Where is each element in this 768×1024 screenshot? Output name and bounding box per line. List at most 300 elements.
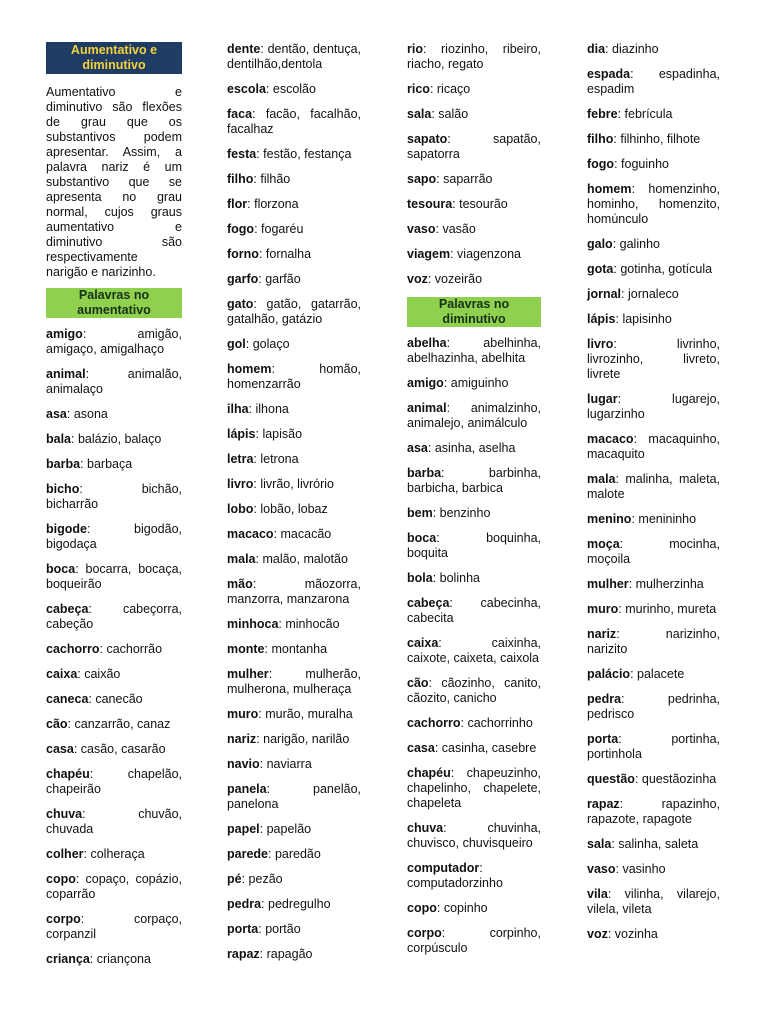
- word-entry: [407, 82, 541, 97]
- entry-forms: abelhinha, abelhazinha, abelhita: [407, 336, 541, 365]
- entry-word: macaco: [587, 432, 634, 446]
- column-4: [587, 42, 720, 952]
- entry-word: cachorro: [46, 642, 100, 656]
- entry-forms: casão, casarão: [80, 742, 166, 756]
- entry-forms: macaquinho, macaquito: [587, 432, 720, 461]
- entry-word: caixa: [46, 667, 78, 681]
- entry-separator: :: [427, 272, 435, 286]
- entry-word: asa: [46, 407, 67, 421]
- entry-word: parede: [227, 847, 268, 861]
- entry-word: caneca: [46, 692, 89, 706]
- word-entry: [227, 707, 361, 722]
- word-entry: [407, 716, 541, 731]
- entry-forms: sapatão, sapatorra: [407, 132, 541, 161]
- word-entry: [407, 766, 541, 811]
- word-entry: [227, 667, 361, 697]
- entry-word: panela: [227, 782, 267, 796]
- entry-forms: pedregulho: [268, 897, 331, 911]
- word-entry: [46, 847, 182, 862]
- entry-forms: cabecinha, cabecita: [407, 596, 541, 625]
- word-entry: [587, 157, 720, 172]
- word-entry: [587, 132, 720, 147]
- entry-forms: corpaço, corpanzil: [46, 912, 182, 941]
- entry-forms: vasão: [442, 222, 476, 236]
- word-entry: [587, 182, 720, 227]
- entry-word: chapéu: [46, 767, 90, 781]
- entry-separator: :: [256, 732, 264, 746]
- entry-word: amigo: [407, 376, 444, 390]
- entry-word: forno: [227, 247, 259, 261]
- entry-word: criança: [46, 952, 90, 966]
- entry-forms: dentão, dentuça, dentilhão,dentola: [227, 42, 361, 71]
- word-entry: [227, 337, 361, 352]
- entry-word: porta: [227, 922, 259, 936]
- entry-separator: :: [264, 642, 272, 656]
- entry-forms: ricaço: [436, 82, 471, 96]
- entry-forms: portinha, portinhola: [587, 732, 720, 761]
- entry-separator: :: [450, 247, 458, 261]
- entry-forms: animalzinho, animalejo, animálculo: [407, 401, 541, 430]
- entry-word: galo: [587, 237, 613, 251]
- entry-forms: cãozinho, canito, cãozito, canicho: [407, 676, 541, 705]
- word-entry: [227, 872, 361, 887]
- entry-separator: :: [252, 577, 305, 591]
- entry-separator: :: [460, 716, 468, 730]
- entry-forms: animalão, animalaço: [46, 367, 182, 396]
- entry-forms: cachorrinho: [467, 716, 533, 730]
- entry-separator: :: [88, 602, 123, 616]
- entry-separator: :: [617, 392, 673, 406]
- entry-forms: pezão: [248, 872, 283, 886]
- entry-separator: :: [436, 901, 444, 915]
- entry-separator: :: [265, 82, 273, 96]
- entry-word: rio: [407, 42, 423, 56]
- entry-word: minhoca: [227, 617, 279, 631]
- entry-forms: narigão, narilão: [263, 732, 350, 746]
- entry-separator: :: [438, 636, 492, 650]
- entry-forms: benzinho: [439, 506, 491, 520]
- word-entry: [227, 172, 361, 187]
- word-entry: [407, 741, 541, 756]
- word-entry: [407, 596, 541, 626]
- entry-separator: :: [634, 772, 642, 786]
- entry-word: pedra: [587, 692, 622, 706]
- entry-forms: febrícula: [624, 107, 673, 121]
- entry-forms: bigodão, bigodaça: [46, 522, 182, 551]
- entry-word: boca: [46, 562, 76, 576]
- entry-word: vaso: [587, 862, 616, 876]
- word-entry: [587, 512, 720, 527]
- word-entry: [227, 107, 361, 137]
- word-entry: [46, 367, 182, 397]
- entry-forms: garfão: [265, 272, 301, 286]
- entry-separator: :: [450, 766, 467, 780]
- word-entry: [587, 887, 720, 917]
- entry-forms: gatão, gatarrão, gatalhão, gatázio: [227, 297, 361, 326]
- entry-forms: malinha, maleta, malote: [587, 472, 721, 501]
- word-entry: [227, 362, 361, 392]
- word-entry: [227, 847, 361, 862]
- entry-separator: :: [447, 132, 494, 146]
- word-entry: [227, 527, 361, 542]
- word-entry: [407, 172, 541, 187]
- word-entry: [407, 247, 541, 262]
- entry-separator: :: [432, 506, 440, 520]
- word-entry: [227, 222, 361, 237]
- section-heading-diminutivo: Palavras no diminutivo: [407, 297, 541, 327]
- entry-forms: menininho: [638, 512, 697, 526]
- entry-separator: :: [434, 741, 442, 755]
- entry-forms: facão, facalhão, facalhaz: [227, 107, 361, 136]
- entry-forms: chapeuzinho, chapelinho, chapelete, chapeleta: [407, 766, 541, 810]
- word-entry: [407, 636, 541, 666]
- entry-separator: :: [613, 337, 677, 351]
- entry-forms: murão, muralha: [265, 707, 353, 721]
- entry-word: bigode: [46, 522, 87, 536]
- word-entry: [407, 42, 541, 72]
- entry-separator: :: [631, 182, 649, 196]
- entry-word: lápis: [227, 427, 256, 441]
- entry-forms: salinha, saleta: [618, 837, 699, 851]
- diminutivo-list-1: [407, 336, 541, 956]
- entry-separator: :: [247, 197, 255, 211]
- entry-separator: :: [479, 861, 483, 875]
- word-entry: [227, 452, 361, 467]
- entry-separator: :: [258, 922, 266, 936]
- entry-word: casa: [46, 742, 74, 756]
- word-entry: [587, 537, 720, 567]
- entry-word: copo: [46, 872, 76, 886]
- entry-separator: :: [428, 676, 442, 690]
- entry-word: corpo: [46, 912, 81, 926]
- entry-word: homem: [227, 362, 272, 376]
- entry-separator: :: [248, 402, 256, 416]
- entry-forms: canecão: [95, 692, 143, 706]
- entry-word: muro: [587, 602, 619, 616]
- entry-word: espada: [587, 67, 631, 81]
- word-entry: [587, 627, 720, 657]
- entry-forms: lugarejo, lugarzinho: [587, 392, 720, 421]
- entry-separator: :: [86, 522, 135, 536]
- entry-word: livro: [227, 477, 254, 491]
- entry-forms: lapisão: [262, 427, 303, 441]
- entry-separator: :: [443, 821, 488, 835]
- entry-forms: homão, homenzarrão: [227, 362, 361, 391]
- entry-separator: :: [66, 407, 74, 421]
- entry-word: chuva: [407, 821, 444, 835]
- word-entry: [407, 107, 541, 122]
- entry-word: computador: [407, 861, 480, 875]
- word-entry: [587, 927, 720, 942]
- column-2: [227, 42, 361, 972]
- entry-separator: :: [256, 147, 264, 161]
- entry-separator: :: [436, 172, 444, 186]
- entry-separator: :: [89, 952, 97, 966]
- word-entry: [407, 571, 541, 586]
- entry-separator: :: [435, 222, 443, 236]
- entry-word: mão: [227, 577, 253, 591]
- entry-forms: rapagão: [266, 947, 313, 961]
- word-entry: [46, 457, 182, 472]
- word-entry: [587, 107, 720, 122]
- entry-forms: letrona: [260, 452, 299, 466]
- entry-separator: :: [615, 472, 626, 486]
- word-entry: [46, 667, 182, 682]
- entry-word: letra: [227, 452, 254, 466]
- word-entry: [407, 197, 541, 212]
- entry-separator: :: [255, 427, 263, 441]
- entry-forms: barbaça: [87, 457, 133, 471]
- entry-separator: :: [611, 837, 619, 851]
- entry-forms: livrinho, livrozinho, livreto, livrete: [587, 337, 720, 381]
- page-title: Aumentativo e diminutivo: [46, 42, 182, 74]
- entry-separator: :: [619, 797, 662, 811]
- entry-separator: :: [245, 337, 253, 351]
- word-entry: [407, 376, 541, 391]
- entry-word: bala: [46, 432, 72, 446]
- entry-forms: criançona: [96, 952, 151, 966]
- word-entry: [587, 772, 720, 787]
- word-entry: [46, 562, 182, 592]
- entry-word: cabeça: [46, 602, 89, 616]
- word-entry: [407, 401, 541, 431]
- word-entry: [227, 402, 361, 417]
- entry-forms: viagenzona: [457, 247, 521, 261]
- entry-word: ilha: [227, 402, 249, 416]
- entry-forms: rapazinho, rapazote, rapagote: [587, 797, 720, 826]
- entry-separator: :: [253, 172, 261, 186]
- word-entry: [46, 952, 182, 967]
- entry-separator: :: [631, 512, 639, 526]
- entry-separator: :: [259, 947, 267, 961]
- entry-separator: :: [77, 667, 85, 681]
- entry-word: fogo: [227, 222, 255, 236]
- entry-word: lobo: [227, 502, 254, 516]
- entry-word: bicho: [46, 482, 80, 496]
- entry-forms: florzona: [254, 197, 299, 211]
- entry-word: lugar: [587, 392, 618, 406]
- entry-separator: :: [258, 247, 266, 261]
- entry-word: palácio: [587, 667, 631, 681]
- entry-separator: :: [436, 531, 487, 545]
- word-entry: [46, 602, 182, 632]
- entry-forms: paredão: [274, 847, 321, 861]
- entry-word: gato: [227, 297, 254, 311]
- section-heading-aumentativo: Palavras no aumentativo: [46, 288, 182, 318]
- word-entry: [587, 67, 720, 97]
- word-entry: [587, 337, 720, 382]
- entry-word: cabeça: [407, 596, 450, 610]
- entry-word: rapaz: [587, 797, 620, 811]
- entry-forms: gotinha, gotícula: [620, 262, 713, 276]
- entry-separator: :: [268, 847, 275, 861]
- word-entry: [587, 862, 720, 877]
- entry-separator: :: [431, 107, 439, 121]
- entry-separator: :: [630, 667, 638, 681]
- entry-word: caixa: [407, 636, 439, 650]
- word-entry: [227, 247, 361, 262]
- entry-word: lápis: [587, 312, 616, 326]
- entry-separator: :: [278, 617, 286, 631]
- word-entry: [407, 336, 541, 366]
- entry-word: flor: [227, 197, 248, 211]
- entry-separator: :: [449, 596, 481, 610]
- word-entry: [227, 947, 361, 962]
- entry-word: gol: [227, 337, 246, 351]
- entry-word: monte: [227, 642, 265, 656]
- entry-forms: computadorzinho: [407, 876, 503, 890]
- word-entry: [227, 82, 361, 97]
- entry-word: papel: [227, 822, 260, 836]
- entry-separator: :: [259, 757, 267, 771]
- word-entry: [227, 642, 361, 657]
- word-entry: [46, 692, 182, 707]
- column-3: [407, 42, 541, 966]
- entry-forms: mulherzinha: [635, 577, 704, 591]
- word-entry: [407, 222, 541, 237]
- word-entry: [227, 477, 361, 492]
- entry-forms: homenzinho, hominho, homenzito, homúnculo: [587, 182, 720, 226]
- entry-word: sapato: [407, 132, 448, 146]
- entry-separator: :: [630, 67, 659, 81]
- entry-word: rapaz: [227, 947, 260, 961]
- entry-forms: salão: [438, 107, 469, 121]
- entry-separator: :: [613, 132, 621, 146]
- word-entry: [407, 821, 541, 851]
- word-entry: [46, 482, 182, 512]
- entry-word: abelha: [407, 336, 447, 350]
- entry-forms: amigão, amigaço, amigalhaço: [46, 327, 182, 356]
- word-entry: [407, 531, 541, 561]
- entry-separator: :: [258, 272, 266, 286]
- entry-forms: lapisinho: [622, 312, 672, 326]
- entry-separator: :: [443, 376, 451, 390]
- entry-forms: mocinha, moçoila: [587, 537, 720, 566]
- word-entry: [46, 742, 182, 757]
- entry-separator: :: [261, 897, 268, 911]
- word-entry: [227, 147, 361, 162]
- entry-word: chapéu: [407, 766, 451, 780]
- entry-separator: :: [633, 432, 649, 446]
- entry-word: casa: [407, 741, 435, 755]
- entry-word: sala: [407, 107, 432, 121]
- word-entry: [227, 757, 361, 772]
- entry-separator: :: [88, 692, 96, 706]
- word-entry: [587, 472, 720, 502]
- entry-forms: chapelão, chapeirão: [46, 767, 182, 796]
- entry-forms: bocarra, bocaça, boqueirão: [46, 562, 182, 591]
- entry-forms: bolinha: [439, 571, 480, 585]
- entry-forms: fogaréu: [261, 222, 304, 236]
- word-entry: [407, 272, 541, 287]
- entry-word: macaco: [227, 527, 274, 541]
- entry-word: livro: [587, 337, 614, 351]
- entry-separator: :: [616, 627, 666, 641]
- entry-separator: :: [621, 692, 668, 706]
- entry-word: vila: [587, 887, 608, 901]
- entry-forms: fornalha: [265, 247, 312, 261]
- entry-separator: :: [259, 822, 267, 836]
- entry-word: questão: [587, 772, 635, 786]
- word-entry: [587, 732, 720, 762]
- entry-separator: :: [605, 42, 613, 56]
- word-entry: [407, 506, 541, 521]
- entry-separator: :: [266, 782, 314, 796]
- entry-forms: copaço, copázio, coparrão: [46, 872, 182, 901]
- entry-separator: :: [628, 577, 636, 591]
- entry-separator: :: [79, 482, 142, 496]
- entry-separator: :: [427, 441, 435, 455]
- word-entry: [227, 197, 361, 212]
- entry-word: garfo: [227, 272, 259, 286]
- word-entry: [587, 837, 720, 852]
- diminutivo-list-2: [587, 42, 720, 942]
- entry-word: porta: [587, 732, 619, 746]
- column-1: [46, 42, 182, 977]
- word-entry: [46, 642, 182, 657]
- entry-forms: foguinho: [621, 157, 669, 171]
- word-entry: [46, 522, 182, 552]
- entry-separator: :: [441, 926, 490, 940]
- entry-separator: :: [71, 432, 78, 446]
- entry-word: nariz: [587, 627, 617, 641]
- word-entry: [227, 732, 361, 747]
- entry-separator: :: [85, 367, 128, 381]
- entry-forms: diazinho: [612, 42, 659, 56]
- word-entry: [407, 441, 541, 456]
- entry-word: viagem: [407, 247, 451, 261]
- entry-word: tesoura: [407, 197, 453, 211]
- word-entry: [46, 407, 182, 422]
- entry-forms: boquinha, boquita: [407, 531, 541, 560]
- entry-word: boca: [407, 531, 437, 545]
- entry-separator: :: [268, 667, 306, 681]
- entry-word: pedra: [227, 897, 262, 911]
- entry-forms: copinho: [443, 901, 488, 915]
- word-entry: [227, 272, 361, 287]
- entry-word: animal: [46, 367, 86, 381]
- word-entry: [587, 42, 720, 57]
- entry-word: barba: [407, 466, 442, 480]
- entry-forms: galinho: [619, 237, 660, 251]
- word-entry: [227, 822, 361, 837]
- entry-word: dia: [587, 42, 606, 56]
- entry-separator: :: [67, 717, 75, 731]
- entry-separator: :: [607, 887, 625, 901]
- entry-forms: bichão, bicharrão: [46, 482, 182, 511]
- entry-forms: portão: [265, 922, 301, 936]
- entry-forms: jornaleco: [628, 287, 679, 301]
- entry-separator: :: [258, 707, 266, 721]
- entry-forms: papelão: [266, 822, 312, 836]
- entry-word: asa: [407, 441, 428, 455]
- entry-separator: :: [617, 107, 625, 121]
- word-entry: [227, 577, 361, 607]
- entry-forms: livrão, livrório: [260, 477, 334, 491]
- entry-separator: :: [612, 237, 620, 251]
- entry-separator: :: [619, 537, 670, 551]
- word-entry: [587, 312, 720, 327]
- entry-separator: :: [253, 452, 261, 466]
- entry-forms: pedrinha, pedrisco: [587, 692, 720, 721]
- entry-forms: panelão, panelona: [227, 782, 361, 811]
- entry-separator: :: [618, 602, 626, 616]
- entry-forms: mulherão, mulherona, mulheraça: [227, 667, 361, 696]
- entry-separator: :: [607, 927, 615, 941]
- word-entry: [587, 392, 720, 422]
- entry-forms: saparrão: [443, 172, 493, 186]
- entry-forms: canzarrão, canaz: [74, 717, 171, 731]
